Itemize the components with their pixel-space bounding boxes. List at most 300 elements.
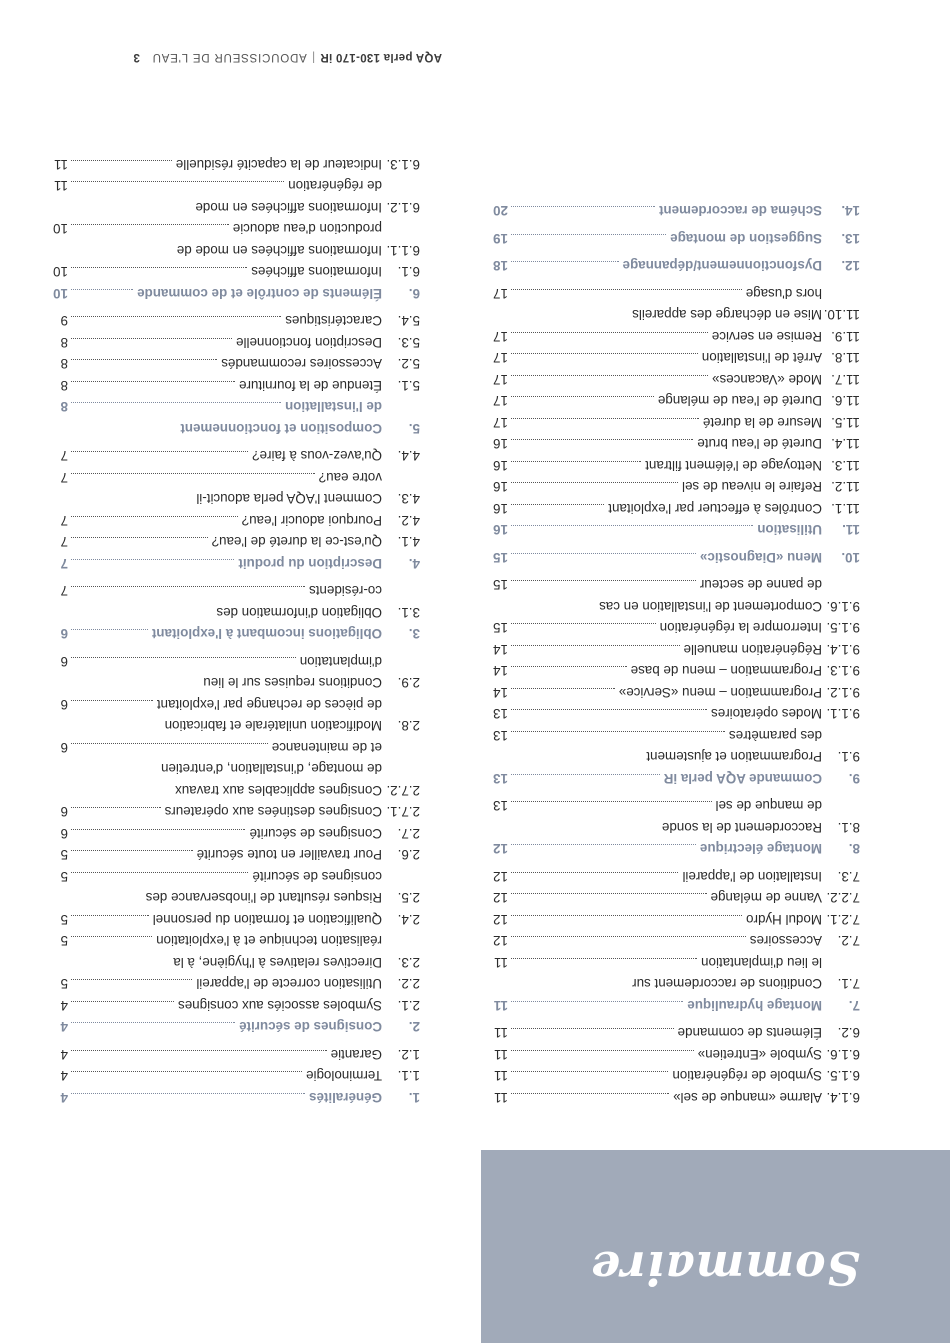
toc-number: 2.8. (397, 718, 420, 734)
toc-number: 7.3. (837, 869, 860, 884)
toc-number: 2.1. (397, 998, 420, 1013)
toc-entry[interactable] (490, 498, 860, 520)
toc-entry[interactable] (50, 780, 420, 802)
toc-label: Vanne de mélange (710, 890, 822, 906)
toc-label: Symboles associés aux consignes (178, 998, 382, 1013)
dot-leader (71, 1050, 327, 1051)
toc-label: Accessoires recommandés (221, 356, 382, 372)
toc-page-number: 6 (60, 740, 68, 755)
toc-label: Mise en décharge des appareils (632, 307, 822, 323)
dot-leader (71, 1093, 305, 1094)
toc-section[interactable] (50, 623, 420, 645)
toc-entry[interactable] (50, 737, 420, 759)
toc-number: 2.6. (397, 847, 420, 863)
toc-number: 3.1. (397, 605, 420, 620)
dot-leader (71, 808, 161, 809)
toc-page-number: 9 (60, 313, 68, 329)
toc-entry[interactable] (490, 725, 860, 747)
toc-page-number: 7 (60, 583, 68, 599)
toc-entry[interactable] (50, 467, 420, 489)
toc-label: Conditions requises sur le lieu (203, 675, 382, 691)
toc-entry[interactable] (490, 347, 860, 369)
toc-page-number: 17 (493, 415, 508, 430)
toc-number: 4.4. (397, 448, 420, 464)
toc-entry[interactable] (50, 332, 420, 354)
toc-section[interactable] (490, 519, 860, 541)
toc-number: 6.1.3. (386, 157, 420, 172)
toc-label: Description fonctionnelle (236, 335, 382, 350)
toc-number: 7.1. (837, 976, 860, 992)
toc-label: réalisation technique et à l'exploitation (156, 933, 382, 949)
toc-number: 14. (841, 203, 860, 219)
toc-number: 9.1.4. (826, 642, 860, 657)
dot-leader (71, 381, 235, 382)
toc-label: Pour travailler en toute sécurité (196, 847, 382, 863)
toc-entry[interactable] (50, 531, 420, 553)
dot-leader (511, 418, 699, 419)
toc-label: Mode «Vacances» (712, 372, 822, 387)
toc-number: 1.1. (397, 1068, 420, 1084)
toc-section[interactable] (50, 1016, 420, 1038)
toc-number: 10. (841, 550, 860, 565)
toc-page-number: 4 (60, 1068, 68, 1084)
toc-label: Accessoires (749, 933, 822, 949)
toc-entry[interactable] (490, 326, 860, 348)
toc-page-number: 14 (493, 685, 508, 700)
toc-entry[interactable] (50, 602, 420, 624)
toc-entry[interactable] (50, 801, 420, 823)
toc-page-number: 5 (60, 976, 68, 992)
toc-page-number: 11 (494, 1090, 508, 1105)
toc-section[interactable] (50, 1087, 420, 1109)
dot-leader (511, 375, 708, 376)
toc-entry[interactable] (490, 703, 860, 725)
toc-entry[interactable] (50, 887, 420, 909)
toc-number: 2.9. (397, 675, 420, 691)
toc-label: d'implantation (299, 654, 382, 669)
toc-label: votre eau? (318, 470, 382, 485)
toc-page-number: 6 (60, 826, 68, 841)
toc-entry[interactable] (50, 310, 420, 332)
toc-entry[interactable] (50, 218, 420, 240)
toc-number: 2.2. (397, 976, 420, 992)
toc-page-number: 16 (493, 458, 508, 473)
toc-page-number: 7 (60, 556, 68, 571)
toc-page-number: 8 (60, 335, 68, 350)
toc-label: Directives relatives à l'hygiène, à la (173, 955, 382, 970)
toc-label: Qualification et formation du personnel (152, 912, 382, 927)
toc-entry[interactable] (50, 488, 420, 510)
toc-number: 9.1. (837, 749, 860, 765)
toc-label: Obligations incombant à l'exploitant (151, 626, 382, 642)
dot-leader (511, 937, 746, 938)
dot-leader (511, 1001, 683, 1002)
dot-leader (71, 473, 315, 474)
toc-label: des paramètres (728, 728, 822, 743)
toc-label: Garantie (330, 1047, 382, 1062)
dot-leader (511, 1050, 694, 1051)
toc-number: 11.3. (831, 458, 860, 473)
dot-leader (71, 452, 248, 453)
toc-entry[interactable] (490, 1087, 860, 1109)
toc-section[interactable] (490, 995, 860, 1017)
toc-page-number: 16 (493, 479, 508, 495)
toc-section[interactable] (490, 228, 860, 250)
toc-section[interactable] (50, 396, 420, 418)
toc-label: de l'installation (285, 399, 382, 415)
toc-section[interactable] (50, 553, 420, 575)
toc-number: 7.2.2. (826, 890, 860, 906)
toc-page-number: 6 (60, 804, 68, 820)
toc-page-number: 15 (493, 577, 508, 593)
toc-entry[interactable] (50, 353, 420, 375)
dot-leader (71, 182, 284, 183)
toc-page-number: 13 (493, 706, 508, 722)
toc-number: 5.1. (397, 378, 420, 393)
dot-leader (71, 360, 217, 361)
toc-page-number: 20 (493, 203, 508, 219)
toc-entry[interactable] (50, 261, 420, 283)
toc-number: 6.1. (397, 264, 420, 280)
toc-number: 2.5. (397, 890, 420, 906)
toc-number: 11. (842, 522, 860, 538)
dot-leader (511, 461, 641, 462)
dot-leader (511, 553, 696, 554)
toc-section[interactable] (490, 768, 860, 790)
toc-page-number: 16 (493, 436, 508, 452)
dot-leader (511, 354, 698, 355)
toc-entry[interactable] (490, 1044, 860, 1066)
toc-label: Comportement de l'installation en cas (599, 599, 822, 614)
toc-label: Montage électrique (699, 841, 822, 857)
toc-page-number: 5 (60, 912, 68, 927)
dot-leader (511, 958, 697, 959)
dot-leader (511, 483, 678, 484)
toc-page-number: 17 (493, 286, 508, 301)
dot-leader (511, 872, 678, 873)
toc-label: Remise en service (711, 329, 822, 344)
toc-entry[interactable] (50, 995, 420, 1017)
dot-leader (511, 234, 666, 235)
toc-entry[interactable] (490, 390, 860, 412)
toc-page-number: 16 (493, 501, 508, 516)
toc-label: Dureté de l'eau brute (697, 436, 822, 452)
toc-entry[interactable] (50, 510, 420, 532)
toc-number: 11.1. (831, 501, 860, 516)
toc-entry[interactable] (50, 580, 420, 602)
toc-entry[interactable] (50, 930, 420, 952)
toc-entry[interactable] (50, 715, 420, 737)
toc-label: de manque de sel (715, 798, 822, 814)
toc-page-number: 6 (60, 654, 68, 669)
toc-page-number: 12 (493, 890, 508, 906)
toc-entry[interactable] (50, 823, 420, 845)
toc-page-number: 11 (54, 178, 68, 194)
toc-entry[interactable] (490, 304, 860, 326)
dot-leader (511, 526, 753, 527)
dot-leader (71, 657, 296, 658)
toc-entry[interactable] (50, 197, 420, 219)
toc-entry[interactable] (490, 795, 860, 817)
toc-page-number: 8 (60, 378, 68, 393)
toc-label: Caractéristiques (285, 313, 382, 329)
toc-entry[interactable] (50, 952, 420, 974)
toc-page-number: 7 (60, 470, 68, 485)
dot-leader (71, 538, 208, 539)
toc-entry[interactable] (490, 476, 860, 498)
toc-number: 5.4. (397, 313, 420, 329)
toc-label: Commande AQA perla iR (663, 771, 822, 786)
toc-entry[interactable] (490, 1065, 860, 1087)
dot-leader (71, 516, 238, 517)
toc-entry[interactable] (490, 817, 860, 839)
toc-label: hors d'usage (745, 286, 822, 301)
toc-entry[interactable] (490, 887, 860, 909)
toc-label: Qu'avez-vous à faire? (252, 448, 382, 464)
toc-page-number: 17 (493, 329, 508, 344)
dot-leader (71, 338, 232, 339)
toc-label: Modes opératoires (711, 706, 822, 722)
dot-leader (511, 332, 708, 333)
toc-number: 4.2. (397, 513, 420, 528)
toc-entry[interactable] (490, 574, 860, 596)
toc-entry[interactable] (50, 1044, 420, 1066)
toc-number: 7.2.1. (826, 912, 860, 927)
toc-label: Consignes destinées aux opérateurs (164, 804, 382, 820)
toc-label: Raccordement de la sonde (661, 820, 822, 835)
dot-leader (71, 980, 192, 981)
dot-leader (71, 630, 148, 631)
dot-leader (71, 1023, 235, 1024)
toc-label: Composition et fonctionnement (180, 421, 382, 436)
toc-number: 7. (848, 998, 860, 1013)
toc-section[interactable] (490, 200, 860, 222)
toc-label: Consignes de sécurité (239, 1019, 382, 1035)
toc-number: 6.1.1. (386, 243, 420, 258)
toc-number: 8. (848, 841, 860, 857)
dot-leader (511, 397, 654, 398)
toc-label: Schéma de raccordement (659, 203, 822, 219)
toc-label: Dysfonctionnement/dépannage (622, 258, 822, 274)
dot-leader (511, 894, 707, 895)
toc-page-number: 11 (494, 1047, 508, 1062)
toc-column-right (490, 200, 860, 1108)
toc-entry[interactable] (490, 1022, 860, 1044)
toc-number: 11.2. (831, 479, 860, 495)
dot-leader (511, 688, 615, 689)
toc-page-number: 15 (493, 550, 508, 565)
toc-label: Consignes applicables aux travaux (175, 783, 382, 798)
dot-leader (511, 915, 742, 916)
toc-label: Éléments de contrôle et de commande (137, 286, 382, 301)
toc-section[interactable] (490, 547, 860, 569)
toc-label: Obligation d'information des (216, 605, 382, 620)
toc-label: Programmation – menu «Service» (618, 685, 822, 700)
toc-label: Informations affichées en mode (195, 200, 382, 215)
dot-leader (71, 289, 133, 290)
toc-label: Contrôles à effectuer par l'exploitant (608, 501, 822, 516)
toc-entry[interactable] (50, 844, 420, 866)
toc-number: 6.1.2. (386, 200, 420, 215)
toc-entry[interactable] (50, 375, 420, 397)
dot-leader (511, 262, 619, 263)
toc-number: 9.1.3. (826, 663, 860, 679)
toc-number: 7.2. (837, 933, 860, 949)
dot-leader (71, 829, 246, 830)
toc-entry[interactable] (490, 283, 860, 305)
toc-number: 5.2. (397, 356, 420, 372)
toc-label: Utilisation (757, 522, 822, 538)
page-number: 3 (133, 51, 140, 63)
toc-page-number: 12 (493, 869, 508, 884)
dot-leader (511, 504, 604, 505)
toc-label: Régénération manuelle (683, 642, 822, 657)
toc-label: de pièces de rechange par l'exploitant (156, 697, 382, 712)
toc-entry[interactable] (490, 433, 860, 455)
toc-entry[interactable] (50, 240, 420, 262)
toc-label: Qu'est-ce la dureté de l'eau? (211, 534, 382, 550)
toc-page-number: 7 (60, 534, 68, 550)
toc-page-number: 19 (493, 231, 508, 246)
toc-page-number: 5 (60, 869, 68, 884)
toc-page-number: 11 (494, 1068, 508, 1084)
toc-page-number: 11 (493, 998, 508, 1013)
toc-page-number: 17 (493, 393, 508, 409)
toc-label: Installation de l'appareil (682, 869, 822, 884)
toc-entry[interactable] (490, 617, 860, 639)
toc-label: Utilisation correcte de l'appareil (196, 976, 382, 992)
toc-entry[interactable] (50, 973, 420, 995)
toc-entry[interactable] (50, 909, 420, 931)
dot-leader (71, 1001, 174, 1002)
toc-number: 4.3. (397, 491, 420, 507)
toc-page-number: 17 (493, 372, 508, 387)
dot-leader (71, 743, 268, 744)
toc-entry[interactable] (50, 1065, 420, 1087)
toc-number: 1. (408, 1090, 420, 1105)
toc-entry[interactable] (490, 639, 860, 661)
dot-leader (71, 559, 234, 560)
toc-section[interactable] (50, 418, 420, 440)
toc-label: Programmation – menu de base (630, 663, 822, 679)
toc-label: Alarme «manque de sel» (673, 1090, 822, 1105)
toc-number: 2.4. (397, 912, 420, 927)
toc-label: Description du produit (238, 556, 382, 571)
toc-number: 4. (408, 556, 420, 571)
toc-label: production d'eau adoucie (232, 221, 382, 237)
toc-entry[interactable] (50, 672, 420, 694)
toc-entry[interactable] (50, 445, 420, 467)
toc-section[interactable] (50, 283, 420, 305)
toc-label: Conditions de raccordement sur (632, 976, 822, 992)
toc-entry[interactable] (490, 660, 860, 682)
dot-leader (511, 645, 680, 646)
dot-leader (511, 667, 627, 668)
toc-page-number: 10 (53, 221, 68, 237)
toc-entry[interactable] (490, 746, 860, 768)
page-header (82, 51, 442, 63)
dot-leader (511, 845, 696, 846)
toc-number: 2.3. (397, 955, 420, 970)
toc-entry[interactable] (490, 455, 860, 477)
toc-entry[interactable] (50, 866, 420, 888)
toc-page-number: 10 (53, 286, 68, 301)
toc-label: Montage hydraulique (687, 998, 822, 1013)
dot-leader (511, 207, 655, 208)
toc-entry[interactable] (490, 909, 860, 931)
dot-leader (71, 1072, 302, 1073)
toc-label: Interrompre la régénération (659, 620, 822, 636)
dot-leader (71, 851, 193, 852)
toc-label: Comment l'AQA perla adoucit-il (196, 491, 382, 507)
toc-label: Refaire le niveau de sel (682, 479, 822, 495)
toc-entry[interactable] (50, 694, 420, 716)
toc-entry[interactable] (490, 930, 860, 952)
toc-label: Informations affichées en mode de (176, 243, 382, 258)
toc-label: Symbole de régénération (672, 1068, 822, 1084)
toc-number: 2.7. (397, 826, 420, 841)
dot-leader (511, 1093, 669, 1094)
toc-page-number: 15 (493, 620, 508, 636)
toc-entry[interactable] (490, 369, 860, 391)
toc-number: 9.1.2. (826, 685, 860, 700)
toc-page-number: 4 (60, 998, 68, 1013)
toc-page-number: 13 (493, 728, 508, 743)
toc-entry[interactable] (490, 412, 860, 434)
toc-entry[interactable] (490, 952, 860, 974)
toc-number: 9.1.1. (826, 706, 860, 722)
toc-entry[interactable] (490, 866, 860, 888)
toc-page-number: 8 (60, 399, 68, 415)
toc-label: le lieu d'implantation (701, 955, 822, 970)
toc-label: Symbole «Entretien» (697, 1047, 822, 1062)
toc-section[interactable] (490, 255, 860, 277)
toc-label: Informations affichées (251, 264, 382, 280)
toc-number: 11.9. (831, 329, 860, 344)
toc-page-number: 13 (493, 798, 508, 814)
toc-page-number: 16 (493, 522, 508, 538)
toc-entry[interactable] (50, 154, 420, 176)
toc-section[interactable] (490, 838, 860, 860)
dot-leader (511, 440, 693, 441)
toc-label: Modification unilatérale et fabrication (164, 718, 382, 734)
toc-entry[interactable] (490, 596, 860, 618)
toc-label: de montage, d'installation, d'entretien (161, 761, 382, 777)
dot-leader (71, 403, 281, 404)
toc-column-left (50, 154, 420, 1109)
toc-page-number: 13 (493, 771, 508, 786)
toc-page-number: 12 (493, 841, 508, 857)
toc-number: 5. (408, 421, 420, 436)
dot-leader (71, 225, 229, 226)
dot-leader (71, 587, 305, 588)
dot-leader (511, 289, 742, 290)
toc-number: 3. (408, 626, 420, 642)
toc-page-number: 18 (493, 258, 508, 274)
toc-entry[interactable] (50, 651, 420, 673)
toc-entry[interactable] (50, 175, 420, 197)
toc-entry[interactable] (490, 973, 860, 995)
header-separator: | (311, 51, 316, 63)
toc-entry[interactable] (50, 758, 420, 780)
toc-entry[interactable] (490, 682, 860, 704)
toc-page-number: 5 (60, 933, 68, 949)
toc-page-number: 11 (54, 157, 68, 172)
toc-page-number: 12 (493, 912, 508, 927)
toc-page-number: 4 (60, 1019, 68, 1035)
toc-number: 11.8. (831, 350, 860, 366)
toc-page-number: 6 (60, 697, 68, 712)
